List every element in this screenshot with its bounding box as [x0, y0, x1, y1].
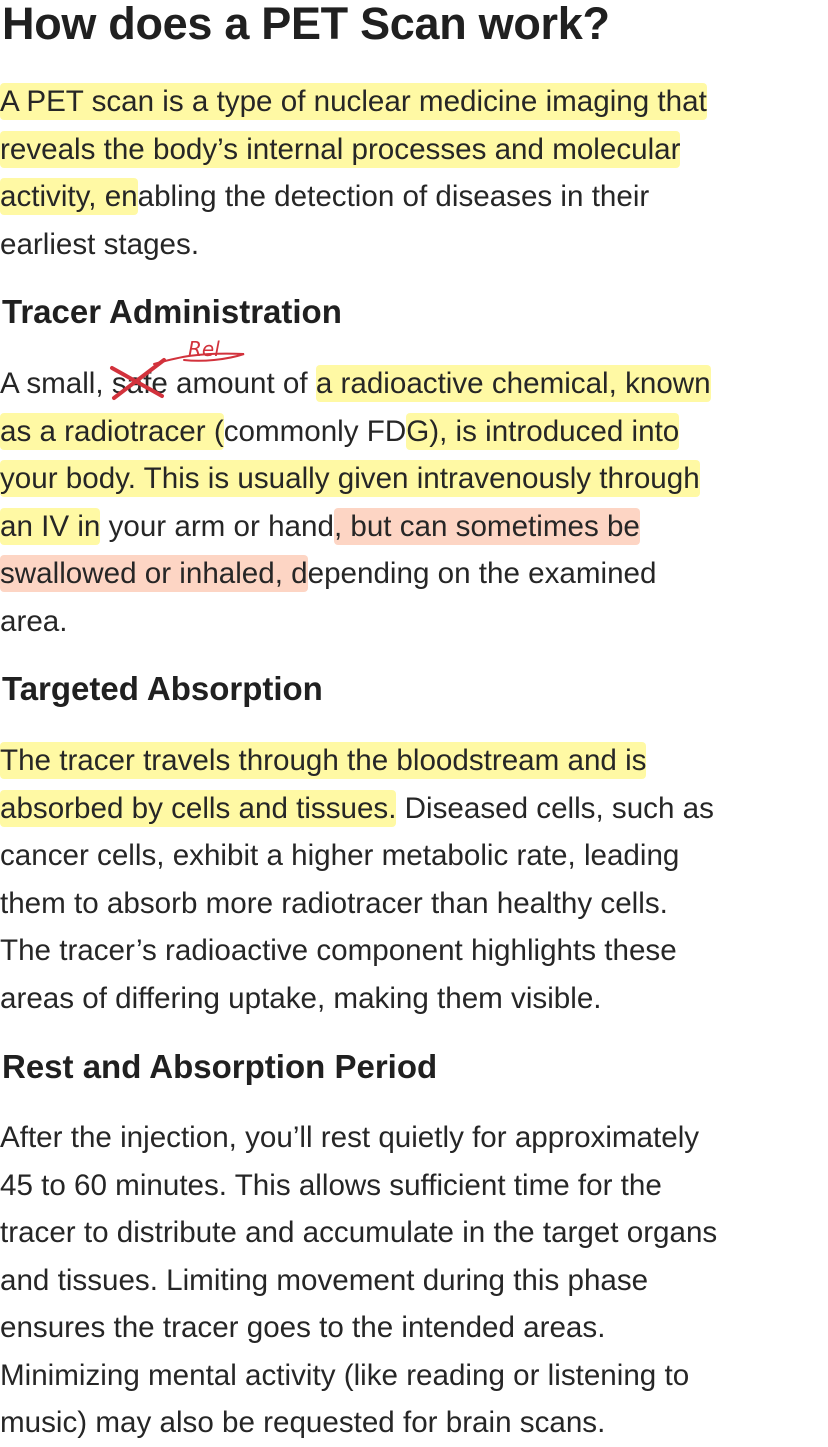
- highlight-yellow: as a radiotracer (: [0, 414, 224, 448]
- section-heading-targeted-absorption: Targeted Absorption: [2, 670, 323, 707]
- paragraph-line: area.: [0, 604, 68, 638]
- page-title: How does a PET Scan work?: [2, 0, 610, 49]
- paragraph-line: [0, 78, 824, 126]
- highlight-yellow: reveals the body’s internal processes and molecular: [0, 132, 681, 166]
- section-heading-rest-absorption: Rest and Absorption Period: [2, 1048, 438, 1085]
- paragraph-line: [0, 737, 824, 785]
- paragraph-line: 45 to 60 minutes. This allows sufficient time for the: [0, 1168, 662, 1202]
- highlight-yellow: G), is introduced into: [406, 414, 680, 448]
- paragraph-line: earliest stages.: [0, 227, 200, 261]
- paragraph-line: [0, 503, 824, 551]
- paragraph-line: cancer cells, exhibit a higher metabolic rate, leading: [0, 839, 680, 872]
- highlight-yellow: activity, en: [0, 180, 138, 213]
- text-segment: Diseased cells, such as: [396, 791, 714, 825]
- paragraph-line: tracer to distribute and accumulate in the target organs: [0, 1216, 718, 1249]
- tracer-administration-paragraph: [0, 337, 824, 645]
- highlight-yellow: absorbed by cells and tissues.: [0, 791, 397, 825]
- paragraph-line: [0, 455, 824, 503]
- highlight-yellow: A PET scan is a type of nuclear medicine imaging that: [0, 85, 707, 118]
- struck-word: safe Rel: [112, 360, 168, 408]
- text-segment: amount of: [167, 367, 316, 400]
- paragraph-line: Minimizing mental activity (like reading or listening to: [0, 1358, 690, 1392]
- paragraph-line: [0, 173, 824, 221]
- text-segment: epending on the examined: [307, 557, 657, 590]
- targeted-absorption-paragraph: [0, 737, 824, 1022]
- text-segment: abling the detection of diseases in their: [137, 180, 650, 213]
- paragraph-line: After the injection, you’ll rest quietly for approximately: [0, 1121, 700, 1154]
- paragraph-line: [0, 785, 824, 833]
- paragraph-line: areas of differing uptake, making them visible.: [0, 981, 602, 1015]
- highlight-yellow: your body. This is usually given intravenously through: [0, 462, 700, 495]
- paragraph-line: music) may also be requested for brain scans.: [0, 1406, 606, 1439]
- paragraph-line: [0, 126, 824, 174]
- text-segment: A small,: [0, 367, 112, 400]
- highlight-orange: swallowed or inhaled, d: [0, 557, 308, 590]
- intro-paragraph: [0, 78, 824, 268]
- highlight-orange: , but can sometimes be: [333, 509, 640, 543]
- section-heading-tracer-administration: Tracer Administration: [2, 293, 342, 330]
- text-segment: commonly FD: [223, 414, 407, 448]
- paragraph-line: [0, 337, 824, 408]
- paragraph-line: [0, 408, 824, 456]
- highlight-yellow: an IV in: [0, 509, 101, 543]
- handwritten-note: Rel: [187, 337, 220, 361]
- paragraph-line: The tracer’s radioactive component highlights these: [0, 934, 677, 967]
- paragraph-line: [0, 550, 824, 598]
- rest-absorption-paragraph: [0, 1114, 824, 1447]
- highlight-yellow: The tracer travels through the bloodstream and is: [0, 744, 647, 777]
- text-segment: your arm or hand: [100, 509, 334, 543]
- paragraph-line: and tissues. Limiting movement during this phase: [0, 1263, 649, 1297]
- paragraph-line: ensures the tracer goes to the intended areas.: [0, 1311, 606, 1344]
- paragraph-line: them to absorb more radiotracer than healthy cells.: [0, 886, 668, 920]
- highlight-yellow: a radioactive chemical, known: [315, 367, 711, 400]
